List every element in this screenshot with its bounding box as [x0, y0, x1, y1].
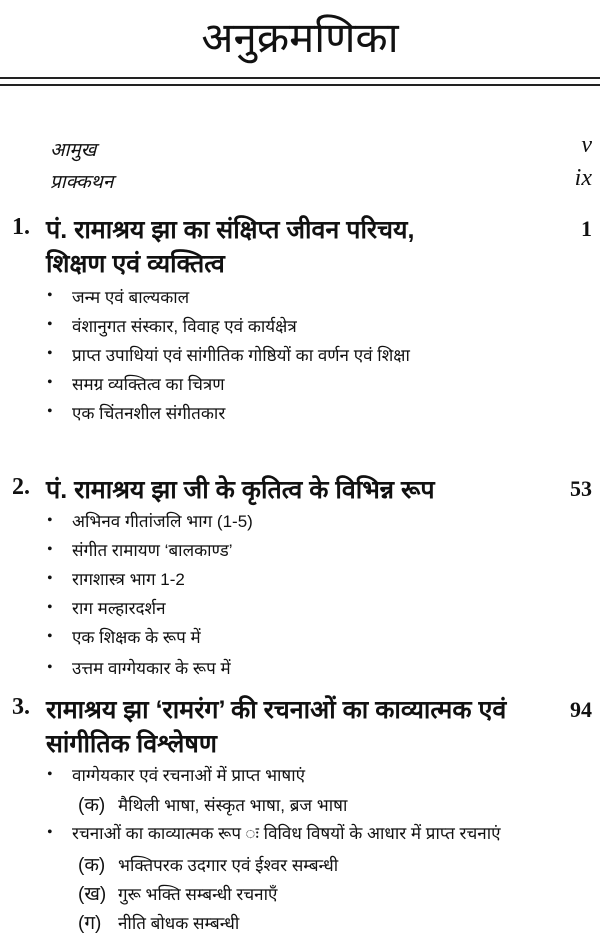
chapter-1-page: 1 [581, 216, 592, 241]
chapter-2-page: 53 [570, 476, 592, 501]
toc-page-prakkathan: ix [574, 165, 592, 191]
sub-item-label: (ख) [78, 884, 107, 905]
list-item: रचनाओं का काव्यात्मक रूप ः विविध विषयों के आधार में प्राप्त रचनाएं [72, 824, 501, 843]
bullet-icon: • [47, 287, 53, 304]
chapter-1-number: 1. [12, 214, 30, 240]
chapter-3-page: 94 [570, 697, 592, 722]
list-item: एक चिंतनशील संगीतकार [72, 404, 226, 423]
bullet-icon: • [47, 512, 53, 529]
sub-item-label: (क) [78, 795, 106, 816]
bullet-icon: • [47, 374, 53, 391]
list-item: संगीत रामायण ‘बालकाण्ड’ [72, 541, 233, 560]
sub-item-label: (क) [78, 855, 106, 876]
chapter-2-title: पं. रामाश्रय झा जी के कृतित्व के विभिन्न रूप [46, 476, 435, 504]
bullet-icon: • [47, 766, 53, 783]
bullet-icon: • [47, 541, 53, 558]
bullet-icon: • [47, 570, 53, 587]
chapter-3-title-line2: सांगीतिक विश्लेषण [46, 730, 217, 758]
list-item: वाग्गेयकार एवं रचनाओं में प्राप्त भाषाएं [72, 766, 306, 785]
sub-item-label: (ग) [78, 913, 102, 934]
list-item: समग्र व्यक्तित्व का चित्रण [72, 375, 225, 394]
list-item: प्राप्त उपाधियां एवं सांगीतिक गोष्ठियों का वर्णन एवं शिक्षा [72, 346, 410, 365]
list-item: एक शिक्षक के रूप में [72, 628, 201, 647]
page-title: अनुक्रमणिका [201, 14, 399, 61]
list-item: उत्तम वाग्गेयकार के रूप में [72, 659, 231, 678]
chapter-2-number: 2. [12, 474, 30, 500]
bullet-icon: • [47, 316, 53, 333]
sub-item-text: गुरू भक्ति सम्बन्धी रचनाएँ [118, 885, 278, 904]
list-item: राग मल्हारदर्शन [72, 599, 166, 618]
bullet-icon: • [47, 599, 53, 616]
sub-item-text: नीति बोधक सम्बन्धी [118, 914, 240, 933]
bullet-icon: • [47, 824, 53, 841]
toc-page-amukh: v [581, 132, 592, 158]
list-item: अभिनव गीतांजलि भाग (1-5) [72, 512, 253, 531]
sub-item-text: मैथिली भाषा, संस्कृत भाषा, ब्रज भाषा [118, 796, 348, 815]
bullet-icon: • [47, 345, 53, 362]
bullet-icon: • [47, 403, 53, 420]
title-rule-bottom [0, 84, 600, 86]
chapter-1-title-line2: शिक्षण एवं व्यक्तित्व [46, 250, 225, 278]
chapter-3-number: 3. [12, 694, 30, 720]
sub-item-text: भक्तिपरक उदगार एवं ईश्वर सम्बन्धी [118, 856, 339, 875]
list-item: जन्म एवं बाल्यकाल [72, 288, 190, 307]
chapter-3-title: रामाश्रय झा ‘रामरंग’ की रचनाओं का काव्यात्मक एवं [46, 696, 507, 724]
bullet-icon: • [47, 659, 53, 676]
toc-entry-amukh: आमुख [50, 140, 97, 161]
title-rule-top [0, 77, 600, 79]
toc-entry-prakkathan: प्राक्कथन [50, 172, 114, 193]
bullet-icon: • [47, 628, 53, 645]
chapter-1-title: पं. रामाश्रय झा का संक्षिप्त जीवन परिचय, [46, 216, 415, 244]
list-item: वंशानुगत संस्कार, विवाह एवं कार्यक्षेत्र [72, 317, 297, 336]
list-item: रागशास्त्र भाग 1-2 [72, 570, 185, 589]
